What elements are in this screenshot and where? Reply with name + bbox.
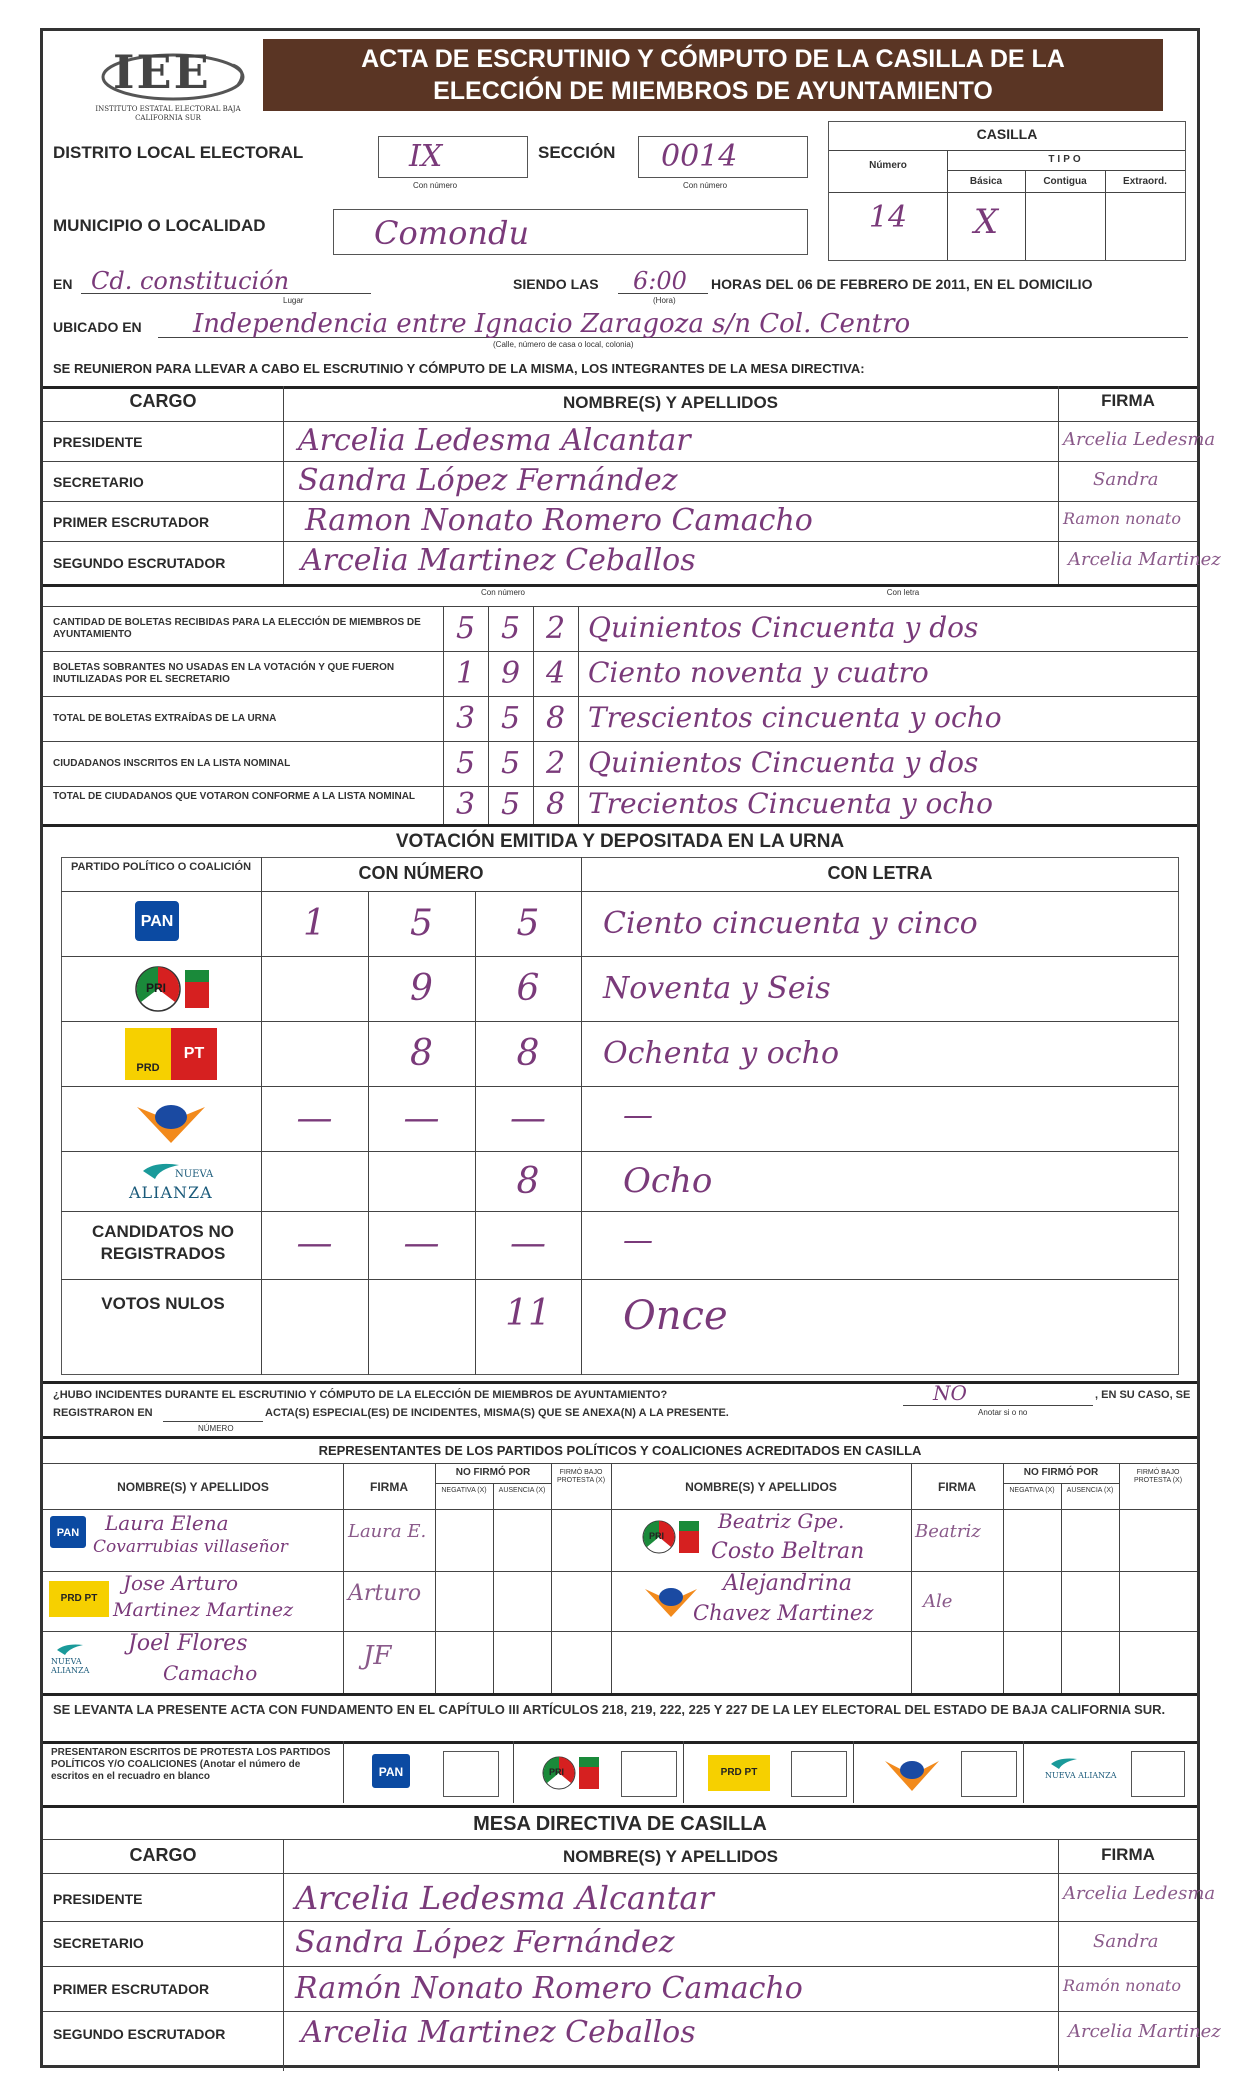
- digit-3[interactable]: 8: [545, 701, 566, 736]
- casilla-tipo-label: TIPO: [1048, 154, 1084, 165]
- rep-firma[interactable]: Ale: [923, 1591, 953, 1612]
- hora-value[interactable]: 6:00: [633, 267, 687, 295]
- digit-1[interactable]: 5: [455, 611, 476, 646]
- rep-right-no-firmo: NO FIRMÓ POR: [1023, 1467, 1099, 1478]
- title-line-1: ACTA DE ESCRUTINIO Y CÓMPUTO DE LA CASILLA DE LA: [361, 45, 1065, 73]
- mesa1-nombre-header: NOMBRE(S) Y APELLIDOS: [562, 393, 779, 412]
- mesa1-firma-header: FIRMA: [1101, 391, 1155, 410]
- nombre-value[interactable]: Sandra López Fernández: [298, 463, 678, 498]
- seccion-label: SECCIÓN: [538, 143, 616, 162]
- rep-left-negativa: NEGATIVA (X): [441, 1487, 487, 1494]
- mesa1-cargo-header: CARGO: [129, 391, 197, 411]
- pri-logo-text: PRI: [549, 1767, 565, 1777]
- nombre-value[interactable]: Arcelia Ledesma Alcantar: [298, 423, 691, 458]
- convergencia-shape-icon: [641, 1579, 701, 1619]
- pan-logo-icon: [49, 1515, 91, 1555]
- protesta-convergencia-count[interactable]: [961, 1751, 1017, 1797]
- nueva-alianza-text: NUEVA ALIANZA: [1045, 1771, 1117, 1780]
- casilla-label: CASILLA: [976, 126, 1038, 142]
- siendo-label: SIENDO LAS: [513, 276, 599, 292]
- pri-logo-text: PRI: [146, 981, 167, 995]
- digit-1[interactable]: 1: [455, 656, 476, 691]
- digit-3[interactable]: —: [510, 1223, 546, 1264]
- digit-3[interactable]: 2: [545, 746, 566, 781]
- digit-2[interactable]: 5: [410, 903, 433, 944]
- prd-pt-logo-icon: [49, 1581, 109, 1617]
- digit-1[interactable]: 5: [455, 746, 476, 781]
- reunieron-text: SE REUNIERON PARA LLEVAR A CABO EL ESCRUTINIO Y CÓMPUTO DE LA MISMA, LOS INTEGRANTES DE LA MESA DIRECTIVA:: [53, 361, 865, 376]
- nueva-alianza-logo-icon: [49, 1639, 113, 1679]
- cargo-label: PRIMER ESCRUTADOR: [53, 1981, 210, 1997]
- letra-value[interactable]: Ocho: [623, 1161, 713, 1201]
- prd-pt-logo-text: PRD PT: [708, 1755, 770, 1791]
- digit-3[interactable]: 6: [516, 968, 540, 1009]
- letra-header: CON LETRA: [827, 863, 933, 883]
- digit-1[interactable]: 1: [303, 903, 326, 944]
- incidentes-line1: ¿HUBO INCIDENTES DURANTE EL ESCRUTINIO Y CÓMPUTO DE LA ELECCIÓN DE MIEMBROS DE AYUNTAMIENTO?: [53, 1389, 668, 1401]
- boletas-con-letra: Con letra: [886, 588, 920, 597]
- pri-logo-icon: [641, 1517, 701, 1557]
- protesta-prd-pt-count[interactable]: [791, 1751, 847, 1797]
- boletas-label: CANTIDAD DE BOLETAS RECIBIDAS PARA LA ELECCIÓN DE MIEMBROS DE AYUNTAMIENTO: [53, 617, 421, 640]
- votos-nulos-label: VOTOS NULOS: [101, 1294, 225, 1313]
- letra-value[interactable]: Ciento cincuenta y cinco: [603, 906, 978, 941]
- prd-logo-text: PRD: [125, 1028, 171, 1080]
- mesa2-nombre-header: NOMBRE(S) Y APELLIDOS: [562, 1847, 779, 1866]
- protesta-nueva-alianza-icon: [1043, 1753, 1123, 1793]
- municipio-value: Comondu: [374, 214, 530, 252]
- pan-logo-icon: [133, 899, 189, 949]
- digit-2[interactable]: —: [403, 1098, 440, 1139]
- protesta-nueva-alianza-count[interactable]: [1131, 1751, 1185, 1797]
- en-label: EN: [53, 276, 73, 292]
- digit-3[interactable]: 5: [516, 903, 540, 944]
- rep-nombre-line1[interactable]: Joel Flores: [128, 1631, 248, 1656]
- no-registrados-label: CANDIDATOS NO REGISTRADOS: [92, 1222, 234, 1263]
- letra-value[interactable]: Trecientos Cincuenta y ocho: [588, 787, 993, 820]
- digit-3[interactable]: 8: [545, 787, 566, 822]
- firma-signature[interactable]: Arcelia Ledesma: [1063, 429, 1216, 450]
- prd-pt-logo-icon: [125, 1028, 217, 1080]
- pan-logo-text: PAN: [135, 901, 179, 941]
- protesta-prd-pt-icon: [708, 1755, 770, 1791]
- letra-value[interactable]: —: [623, 1098, 653, 1133]
- nombre-value[interactable]: Sandra López Fernández: [295, 1925, 675, 1960]
- municipio-label: MUNICIPIO O LOCALIDAD: [53, 216, 266, 235]
- title-band: [263, 39, 1163, 111]
- seccion-box[interactable]: [638, 136, 808, 178]
- rep-firma[interactable]: JF: [363, 1641, 392, 1671]
- letra-value[interactable]: Quinientos Cincuenta y dos: [588, 611, 979, 644]
- rep-left-ausencia: AUSENCIA (X): [498, 1487, 546, 1494]
- digit-2[interactable]: 5: [500, 787, 521, 822]
- digit-2[interactable]: —: [403, 1223, 440, 1264]
- incidentes-answer-caption: Anotar si o no: [978, 1408, 1028, 1417]
- digit-1[interactable]: 3: [455, 787, 476, 822]
- digit-3[interactable]: 8: [516, 1033, 540, 1074]
- nombre-value[interactable]: Arcelia Martinez Ceballos: [301, 543, 696, 578]
- protesta-pri-count[interactable]: [621, 1751, 677, 1797]
- cargo-label: PRESIDENTE: [53, 434, 143, 450]
- digit-2[interactable]: 5: [500, 746, 521, 781]
- pt-logo-text: PT: [171, 1028, 217, 1080]
- digit-3[interactable]: 4: [545, 656, 566, 691]
- casilla-numero-label: Número: [869, 160, 907, 171]
- protesta-text: PRESENTARON ESCRITOS DE PROTESTA LOS PARTIDOS POLÍTICOS Y/O COALICIONES (Anotar el número de escritos en el recuadro en blanco: [51, 1747, 331, 1782]
- boletas-label: TOTAL DE CIUDADANOS QUE VOTARON CONFORME A LA LISTA NOMINAL: [53, 791, 416, 802]
- rep-left-firma-header: FIRMA: [370, 1480, 408, 1494]
- nombre-value[interactable]: Ramón Nonato Romero Camacho: [295, 1971, 803, 2006]
- pan-logo-text: PAN: [372, 1754, 410, 1788]
- distrito-box[interactable]: [378, 136, 528, 178]
- rep-left-no-firmo: NO FIRMÓ POR: [455, 1467, 531, 1478]
- nombre-value[interactable]: Arcelia Ledesma Alcantar: [295, 1879, 714, 1917]
- digit-3[interactable]: —: [510, 1098, 546, 1139]
- casilla-box: [828, 121, 1186, 261]
- firma-signature[interactable]: Ramón nonato: [1063, 1976, 1181, 1995]
- firma-signature[interactable]: Ramon nonato: [1063, 509, 1181, 528]
- convergencia-logo-icon: [131, 1093, 211, 1145]
- iee-logo: [83, 45, 253, 125]
- ubicado-value[interactable]: Independencia entre Ignacio Zaragoza s/n Col. Centro: [193, 309, 911, 339]
- lugar-caption: Lugar: [283, 296, 304, 305]
- protesta-pri-icon: [541, 1753, 601, 1793]
- letra-value[interactable]: Ochenta y ocho: [603, 1036, 840, 1071]
- boletas-label: BOLETAS SOBRANTES NO USADAS EN LA VOTACIÓN Y QUE FUERON INUTILIZADAS POR EL SECRETARIO: [53, 662, 395, 685]
- letra-value[interactable]: —: [623, 1223, 653, 1258]
- firma-signature[interactable]: Arcelia Martinez: [1068, 2021, 1221, 2042]
- hora-caption: (Hora): [653, 296, 676, 305]
- incidentes-answer[interactable]: NO: [933, 1381, 967, 1405]
- boletas-label: CIUDADANOS INSCRITOS EN LA LISTA NOMINAL: [53, 758, 291, 769]
- rep-right-protesta: FIRMÓ BAJO PROTESTA (X): [1133, 1469, 1183, 1484]
- cargo-label: PRIMER ESCRUTADOR: [53, 514, 210, 530]
- protesta-pan-count[interactable]: [443, 1751, 499, 1797]
- representantes-title: REPRESENTANTES DE LOS PARTIDOS POLÍTICOS Y COALICIONES ACREDITADOS EN CASILLA: [318, 1443, 922, 1458]
- mesa2-title: MESA DIRECTIVA DE CASILLA: [473, 1813, 767, 1835]
- boletas-label: TOTAL DE BOLETAS EXTRAÍDAS DE LA URNA: [53, 713, 277, 724]
- cargo-label: SECRETARIO: [53, 1935, 144, 1951]
- basica-label: Básica: [969, 176, 1003, 187]
- firma-signature[interactable]: Sandra: [1093, 469, 1159, 490]
- firma-signature[interactable]: Arcelia Martinez: [1068, 549, 1221, 570]
- calle-caption: (Calle, número de casa o local, colonia): [493, 340, 634, 349]
- nombre-value[interactable]: Arcelia Martinez Ceballos: [301, 2015, 696, 2050]
- pan-logo-text: PAN: [50, 1516, 86, 1548]
- nombre-value[interactable]: Ramon Nonato Romero Camacho: [305, 503, 813, 538]
- digit-3[interactable]: 2: [545, 611, 566, 646]
- letra-value[interactable]: Quinientos Cincuenta y dos: [588, 746, 979, 779]
- rep-nombre-line1[interactable]: Beatriz Gpe.: [718, 1509, 845, 1533]
- numero-header: CON NÚMERO: [358, 863, 484, 883]
- seccion-caption: Con número: [683, 181, 728, 190]
- firma-signature[interactable]: Arcelia Ledesma: [1063, 1883, 1216, 1904]
- rep-firma[interactable]: Arturo: [348, 1581, 422, 1606]
- rep-nombre-line2[interactable]: Covarrubias villaseñor: [93, 1537, 288, 1557]
- fundamento-text: SE LEVANTA LA PRESENTE ACTA CON FUNDAMENTO EN EL CAPÍTULO III ARTÍCULOS 218, 219, 222, 225 Y 227 DE LA LEY ELECTORAL DEL ESTADO DE BAJA CALIFORNIA SUR.: [53, 1702, 1166, 1717]
- rep-firma[interactable]: Beatriz: [915, 1521, 981, 1542]
- digit-2[interactable]: 5: [500, 701, 521, 736]
- incidentes-line2-end: ACTA(S) ESPECIAL(ES) DE INCIDENTES, MISMA(S) QUE SE ANEXA(N) A LA PRESENTE.: [265, 1407, 729, 1419]
- rep-nombre-line2[interactable]: Martinez Martinez: [113, 1599, 294, 1621]
- digit-3[interactable]: 8: [516, 1161, 540, 1202]
- distrito-value: IX: [409, 139, 443, 174]
- rep-right-nombre-header: NOMBRE(S) Y APELLIDOS: [685, 1480, 837, 1494]
- partido-header: PARTIDO POLÍTICO O COALICIÓN: [70, 861, 252, 873]
- cargo-label: PRESIDENTE: [53, 1891, 143, 1907]
- title-line-2: ELECCIÓN DE MIEMBROS DE AYUNTAMIENTO: [433, 77, 993, 105]
- digit-1[interactable]: —: [296, 1098, 333, 1139]
- rep-nombre-line2[interactable]: Chavez Martinez: [693, 1601, 874, 1625]
- digit-2[interactable]: 9: [500, 656, 521, 691]
- letra-value[interactable]: Ciento noventa y cuatro: [588, 656, 929, 689]
- incidentes-numero-caption: NÚMERO: [198, 1424, 234, 1433]
- boletas-con-numero: Con número: [480, 588, 526, 597]
- extraord-label: Extraord.: [1123, 176, 1167, 187]
- cargo-label: SECRETARIO: [53, 474, 144, 490]
- alianza-text: ALIANZA: [129, 1183, 213, 1202]
- digit-1[interactable]: 3: [455, 701, 476, 736]
- nueva-text: NUEVA: [175, 1169, 214, 1180]
- letra-value[interactable]: Trescientos cincuenta y ocho: [588, 701, 1002, 734]
- rep-nombre-line1[interactable]: Alejandrina: [723, 1571, 852, 1596]
- mesa2-cargo-header: CARGO: [129, 1845, 197, 1865]
- incidentes-line1-end: , EN SU CASO, SE: [1095, 1389, 1191, 1401]
- contigua-label: Contigua: [1043, 176, 1087, 187]
- protesta-pan-icon: [371, 1753, 417, 1793]
- basica-mark[interactable]: X: [973, 202, 999, 242]
- rep-right-firma-header: FIRMA: [938, 1480, 976, 1494]
- distrito-label: DISTRITO LOCAL ELECTORAL: [53, 143, 304, 162]
- digit-2[interactable]: 5: [500, 611, 521, 646]
- letra-value[interactable]: Once: [623, 1293, 728, 1339]
- rep-left-protesta: FIRMÓ BAJO PROTESTA (X): [556, 1469, 606, 1484]
- rep-nombre-line2[interactable]: Costo Beltran: [711, 1539, 865, 1564]
- horas-text: HORAS DEL 06 DE FEBRERO DE 2011, EN EL DOMICILIO: [711, 276, 1093, 292]
- distrito-caption: Con número: [413, 181, 458, 190]
- rep-nombre-line1[interactable]: Laura Elena: [105, 1511, 229, 1535]
- municipio-box[interactable]: [333, 209, 808, 255]
- protesta-convergencia-icon: [881, 1751, 943, 1793]
- votacion-title: VOTACIÓN EMITIDA Y DEPOSITADA EN LA URNA: [395, 831, 845, 852]
- pri-logo-text: PRI: [649, 1531, 665, 1541]
- rep-left-nombre-header: NOMBRE(S) Y APELLIDOS: [117, 1480, 269, 1494]
- acta-sheet: [40, 28, 1221, 2068]
- letra-value[interactable]: Noventa y Seis: [603, 971, 831, 1006]
- pri-logo-icon: [133, 964, 213, 1014]
- rep-nombre-line1[interactable]: Jose Arturo: [123, 1571, 239, 1595]
- digit-3[interactable]: 11: [505, 1293, 551, 1334]
- seccion-value: 0014: [661, 139, 738, 174]
- digit-2[interactable]: 8: [410, 1033, 433, 1074]
- incidentes-line2-start: REGISTRARON EN: [53, 1407, 153, 1419]
- rep-right-ausencia: AUSENCIA (X): [1066, 1487, 1114, 1494]
- prd-pt-logo-text: PRD PT: [49, 1581, 109, 1617]
- digit-1[interactable]: —: [296, 1223, 333, 1264]
- logo-text: IEE: [113, 45, 211, 99]
- cargo-label: SEGUNDO ESCRUTADOR: [53, 555, 226, 571]
- rep-right-negativa: NEGATIVA (X): [1009, 1487, 1055, 1494]
- nueva-alianza-logo-icon: [123, 1159, 233, 1207]
- en-value[interactable]: Cd. constitución: [91, 267, 290, 295]
- rep-nombre-line2[interactable]: Camacho: [163, 1661, 258, 1685]
- cargo-label: SEGUNDO ESCRUTADOR: [53, 2026, 226, 2042]
- casilla-numero-value[interactable]: 14: [868, 200, 908, 235]
- firma-signature[interactable]: Sandra: [1093, 1931, 1159, 1952]
- rep-firma[interactable]: Laura E.: [348, 1521, 427, 1542]
- mesa2-firma-header: FIRMA: [1101, 1845, 1155, 1864]
- digit-2[interactable]: 9: [410, 968, 433, 1009]
- logo-subtitle: INSTITUTO ESTATAL ELECTORAL BAJA CALIFORNIA SUR: [95, 105, 241, 122]
- ubicado-label: UBICADO EN: [53, 319, 142, 335]
- nueva-alianza-text: NUEVA ALIANZA: [51, 1657, 90, 1675]
